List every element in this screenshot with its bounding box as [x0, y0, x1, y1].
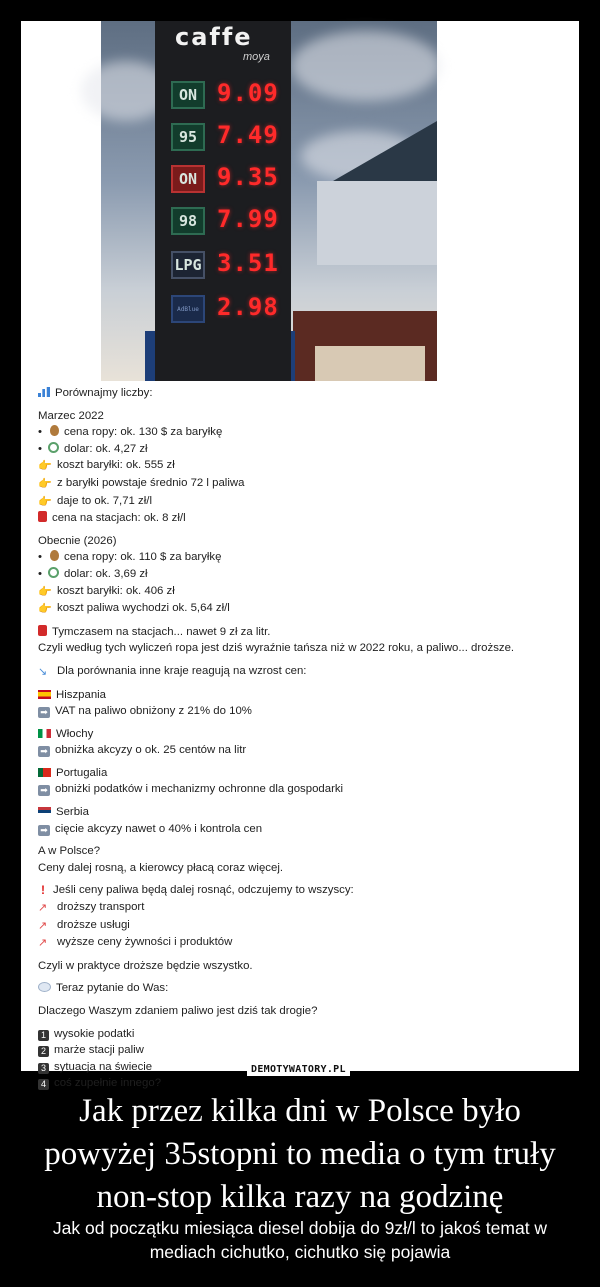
- fuel-label: ON: [171, 81, 205, 109]
- fuel-price: 7.99: [217, 205, 279, 233]
- price-row: [165, 161, 285, 197]
- price-row: [165, 203, 285, 239]
- list-item: • cena ropy: ok. 130 $ za baryłkę: [38, 426, 223, 439]
- oil-barrel-icon: [50, 550, 59, 561]
- fuel-price: 9.09: [217, 79, 279, 107]
- march-title: Marzec 2022: [38, 409, 104, 422]
- bar-chart-icon: [38, 387, 50, 397]
- fuel-price: 7.49: [217, 121, 279, 149]
- list-item: cena na stacjach: ok. 8 zł/l: [38, 510, 568, 527]
- option-item: 2 marże stacji paliw: [38, 1042, 568, 1059]
- option-item: 4 coś zupełnie innego?: [38, 1075, 568, 1092]
- country-detail: ➡ obniżka akcyzy o ok. 25 centów na litr: [38, 742, 568, 759]
- fuel-label: ON: [171, 165, 205, 193]
- number-4-icon: 4: [38, 1079, 49, 1090]
- conclusion: Czyli według tych wyliczeń ropa jest dziś wyraźnie tańsza niż w 2022 roku, a paliwo... droższe.: [38, 642, 515, 655]
- station-canopy: [317, 181, 437, 265]
- list-item: • cena ropy: ok. 110 $ za baryłkę: [38, 551, 222, 564]
- effect-item: ↗ wyższe ceny żywności i produktów: [38, 934, 568, 952]
- chart-down-icon: ↘: [38, 665, 48, 678]
- number-3-icon: 3: [38, 1063, 49, 1074]
- poland-question: A w Polsce?: [38, 845, 101, 858]
- question-intro: Teraz pytanie do Was:: [38, 980, 568, 997]
- list-item: 👉 koszt baryłki: ok. 406 zł: [38, 583, 568, 601]
- right-arrow-icon: ➡: [38, 746, 50, 757]
- currency-icon: [48, 567, 59, 578]
- price-row: [165, 247, 285, 283]
- option-item: 1 wysokie podatki: [38, 1026, 568, 1043]
- list-item: 👉 z baryłki powstaje średnio 72 l paliwa: [38, 475, 568, 493]
- effect-item: ↗ droższy transport: [38, 899, 568, 917]
- warning: ! Jeśli ceny paliwa będą dalej rosnąć, odczujemy to wszyscy:: [38, 882, 568, 899]
- italy-flag-icon: [38, 729, 51, 738]
- now-title: Obecnie (2026): [38, 534, 117, 547]
- country-name: Hiszpania: [38, 687, 568, 704]
- spain-flag-icon: [38, 690, 51, 699]
- fuel-price: 9.35: [217, 163, 279, 191]
- fuel-label: 95: [171, 123, 205, 151]
- poland-answer: Ceny dalej rosną, a kierowcy płacą coraz więcej.: [38, 861, 284, 874]
- question: Dlaczego Waszym zdaniem paliwo jest dziś tak drogie?: [38, 1005, 318, 1017]
- meme-subtitle: Jak od początku miesiąca diesel dobija do 9zł/l to jakoś temat w mediach cichutko, cichutko się pojawia: [52, 1218, 548, 1262]
- right-arrow-icon: ➡: [38, 707, 50, 718]
- pointing-hand-icon: 👉: [38, 495, 52, 508]
- currency-icon: [48, 442, 59, 453]
- trend-up-icon: ↗: [38, 937, 48, 950]
- price-row: [165, 119, 285, 155]
- pointing-hand-icon: 👉: [38, 603, 52, 616]
- fuel-label: 98: [171, 207, 205, 235]
- fuel-pump-icon: [38, 511, 47, 522]
- list-item: 👉 daje to ok. 7,71 zł/l: [38, 493, 568, 511]
- watermark: DEMOTYWATORY.PL: [247, 1063, 350, 1076]
- house-wall: [315, 346, 425, 381]
- exclamation-icon: !: [41, 883, 45, 898]
- everything-line: Czyli w praktyce droższe będzie wszystko.: [38, 959, 253, 972]
- number-2-icon: 2: [38, 1046, 49, 1057]
- fuel-pump-icon: [38, 625, 47, 636]
- fuel-label: LPG: [171, 251, 205, 279]
- temporary-note: Tymczasem na stacjach... nawet 9 zł za litr.: [38, 624, 568, 641]
- meme-title: Jak przez kilka dni w Polsce było powyżej 35stopni to media o tym truły non-stop kilka razy na godzinę: [44, 1093, 556, 1215]
- list-item: 👉 koszt paliwa wychodzi ok. 5,64 zł/l: [38, 600, 568, 618]
- number-1-icon: 1: [38, 1030, 49, 1041]
- country-name: Włochy: [38, 726, 568, 743]
- option-item: 3 sytuacja na świecie: [38, 1059, 568, 1076]
- post-text: [38, 385, 568, 1092]
- pointing-hand-icon: 👉: [38, 477, 52, 490]
- compare-intro: ↘ Dla porównania inne kraje reagują na wzrost cen:: [38, 663, 568, 681]
- country-name: Portugalia: [38, 765, 568, 782]
- country-detail: ➡ obniżki podatków i mechanizmy ochronne dla gospodarki: [38, 781, 568, 798]
- fuel-price: 3.51: [217, 249, 279, 277]
- list-item: • dolar: ok. 4,27 zł: [38, 442, 148, 455]
- station-brand: caffe: [175, 23, 253, 51]
- station-brand-sub: moya: [243, 51, 270, 63]
- fuel-sign-photo: [101, 21, 437, 381]
- right-arrow-icon: ➡: [38, 785, 50, 796]
- portugal-flag-icon: [38, 768, 51, 777]
- effect-item: ↗ droższe usługi: [38, 917, 568, 935]
- pointing-hand-icon: 👉: [38, 460, 52, 473]
- fuel-label: AdBlue: [171, 295, 205, 323]
- country-detail: ➡ VAT na paliwo obniżony z 21% do 10%: [38, 703, 568, 720]
- serbia-flag-icon: [38, 807, 51, 816]
- meme-frame: [21, 21, 579, 1090]
- list-item: 👉 koszt baryłki: ok. 555 zł: [38, 457, 568, 475]
- speech-bubble-icon: [38, 982, 51, 992]
- oil-barrel-icon: [50, 425, 59, 436]
- price-pylon: [155, 21, 291, 381]
- price-row: [165, 77, 285, 113]
- price-row: [165, 291, 285, 327]
- trend-up-icon: ↗: [38, 919, 48, 932]
- list-item: • dolar: ok. 3,69 zł: [38, 567, 148, 580]
- country-detail: ➡ cięcie akcyzy nawet o 40% i kontrola cen: [38, 821, 568, 838]
- compare-header: Porównajmy liczby:: [38, 385, 568, 402]
- pointing-hand-icon: 👉: [38, 585, 52, 598]
- country-name: Serbia: [38, 804, 568, 821]
- trend-up-icon: ↗: [38, 902, 48, 915]
- fuel-price: 2.98: [217, 293, 279, 321]
- right-arrow-icon: ➡: [38, 825, 50, 836]
